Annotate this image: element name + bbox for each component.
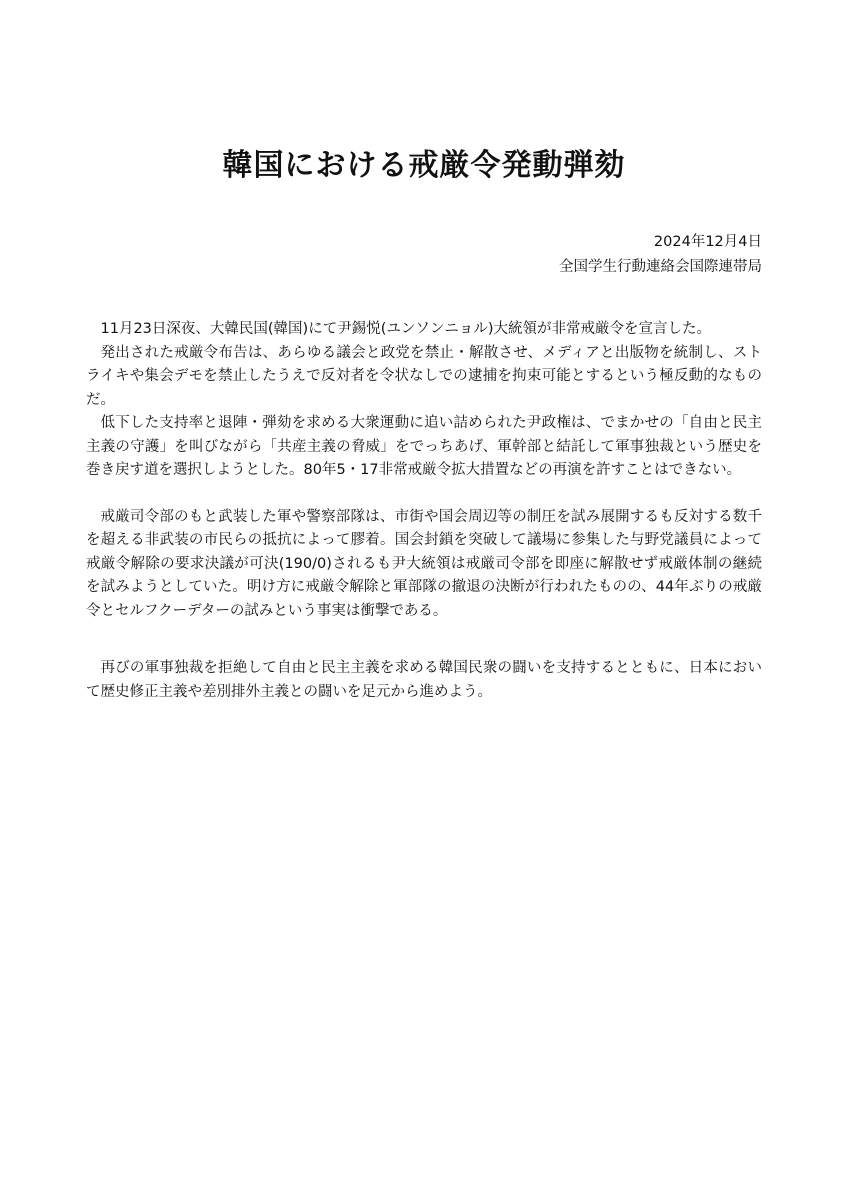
paragraph: 低下した支持率と退陣・弾劾を求める大衆運動に追い詰められた尹政権は、でまかせの「自由と民主主義の守護」を叫びながら「共産主義の脅威」をでっちあげ、軍幹部と結託して軍事独裁という歴史を巻き戻す道を選択しようとした。80年5・17非常戒厳令拡大措置などの再演を許すことはできない。: [86, 415, 762, 478]
document-body: [86, 318, 762, 704]
document-title: 韓国における戒厳令発動弾劾: [222, 148, 626, 183]
document-issuer: 全国学生行動連絡会国際連帯局: [559, 259, 762, 275]
paragraph: 11月23日深夜、大韓民国(韓国)にて尹錫悦(ユンソンニョル)大統領が非常戒厳令を宣言した。: [100, 321, 712, 337]
paragraph-spacer: [86, 623, 762, 657]
document-date: 2024年12月4日: [653, 234, 762, 250]
paragraph: 再びの軍事独裁を拒絶して自由と民主主義を求める韓国民衆の闘いを支持するとともに、日本において歴史修正主義や差別排外主義との闘いを足元から進めよう。: [86, 660, 762, 700]
document-meta: [559, 230, 762, 280]
paragraph: 発出された戒厳令布告は、あらゆる議会と政党を禁止・解散させ、メディアと出版物を統制し、ストライキや集会デモを禁止したうえで反対者を令状なしでの逮捕を拘束可能とするという極反動的なものだ。: [86, 344, 762, 408]
paragraph-spacer: [86, 483, 762, 506]
paragraph: 戒厳司令部のもと武装した軍や警察部隊は、市街や国会周辺等の制圧を試み展開するも反対する数千を超える非武装の市民らの抵抗によって膠着。国会封鎖を突破して議場に参集した与野党議員によって戒厳令解除の要求決議が可決(190/0)されるも尹大統領は戒厳司令部を即座に解散せず戒厳体制の継続を試みようとしていた。明け方に戒厳令解除と軍部隊の撤退の決断が行われたものの、44年ぶりの戒厳令とセルフクーデターの試みという事実は衝撃である。: [86, 508, 762, 619]
